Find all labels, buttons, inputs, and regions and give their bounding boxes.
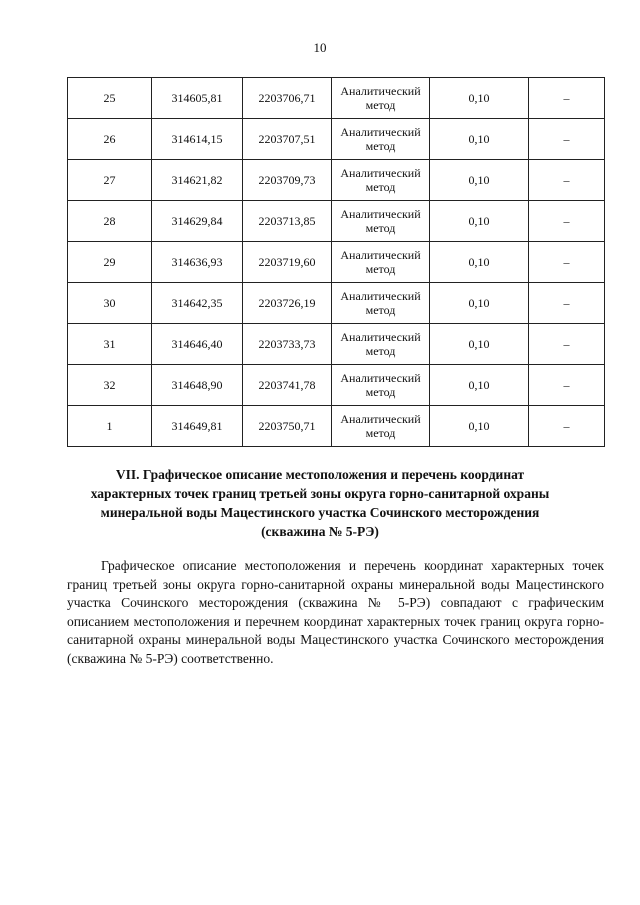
method-line1: Аналитический: [340, 248, 421, 262]
method-cell: [332, 365, 430, 406]
table-row: [68, 160, 605, 201]
table-row: [68, 242, 605, 283]
table-row: [68, 201, 605, 242]
point-number-cell: 32: [68, 365, 152, 406]
x-coordinate-cell: 314642,35: [152, 283, 243, 324]
method-cell: [332, 201, 430, 242]
method-cell: [332, 160, 430, 201]
method-cell: [332, 242, 430, 283]
error-cell: 0,10: [430, 201, 529, 242]
table-row: [68, 324, 605, 365]
y-coordinate-cell: 2203709,73: [243, 160, 332, 201]
error-cell: 0,10: [430, 324, 529, 365]
note-cell: –: [529, 201, 605, 242]
section-title-line3: минеральной воды Мацестинского участка Сочинского месторождения: [100, 505, 540, 520]
note-cell: –: [529, 324, 605, 365]
y-coordinate-cell: 2203750,71: [243, 406, 332, 447]
section-title-line4: (скважина № 5-РЭ): [261, 524, 379, 539]
table-row: [68, 406, 605, 447]
y-coordinate-cell: 2203719,60: [243, 242, 332, 283]
method-line1: Аналитический: [340, 207, 421, 221]
table-row: [68, 365, 605, 406]
section-title-line2: характерных точек границ третьей зоны округа горно-санитарной охраны: [90, 486, 550, 501]
note-cell: –: [529, 365, 605, 406]
method-line1: Аналитический: [340, 289, 421, 303]
method-line2: метод: [365, 180, 396, 194]
method-line2: метод: [365, 385, 396, 399]
method-line1: Аналитический: [340, 166, 421, 180]
point-number-cell: 1: [68, 406, 152, 447]
y-coordinate-cell: 2203726,19: [243, 283, 332, 324]
error-cell: 0,10: [430, 160, 529, 201]
method-cell: [332, 406, 430, 447]
y-coordinate-cell: 2203733,73: [243, 324, 332, 365]
table-row: [68, 78, 605, 119]
y-coordinate-cell: 2203741,78: [243, 365, 332, 406]
method-line2: метод: [365, 98, 396, 112]
method-cell: [332, 78, 430, 119]
point-number-cell: 28: [68, 201, 152, 242]
x-coordinate-cell: 314605,81: [152, 78, 243, 119]
point-number-cell: 29: [68, 242, 152, 283]
table-row: [68, 119, 605, 160]
y-coordinate-cell: 2203706,71: [243, 78, 332, 119]
x-coordinate-cell: 314614,15: [152, 119, 243, 160]
x-coordinate-cell: 314636,93: [152, 242, 243, 283]
method-line2: метод: [365, 426, 396, 440]
method-line1: Аналитический: [340, 330, 421, 344]
section-title-line1: VII. Графическое описание местоположения и перечень координат: [115, 467, 525, 482]
method-cell: [332, 283, 430, 324]
error-cell: 0,10: [430, 406, 529, 447]
point-number-cell: 27: [68, 160, 152, 201]
point-number-cell: 25: [68, 78, 152, 119]
method-cell: [332, 324, 430, 365]
method-line2: метод: [365, 221, 396, 235]
method-line2: метод: [365, 344, 396, 358]
method-line1: Аналитический: [340, 371, 421, 385]
error-cell: 0,10: [430, 78, 529, 119]
x-coordinate-cell: 314646,40: [152, 324, 243, 365]
page-number: 10: [313, 40, 327, 55]
section-title: [60, 465, 580, 541]
error-cell: 0,10: [430, 242, 529, 283]
note-cell: –: [529, 160, 605, 201]
note-cell: –: [529, 406, 605, 447]
note-cell: –: [529, 283, 605, 324]
method-line2: метод: [365, 303, 396, 317]
x-coordinate-cell: 314649,81: [152, 406, 243, 447]
method-line2: метод: [365, 262, 396, 276]
point-number-cell: 26: [68, 119, 152, 160]
method-cell: [332, 119, 430, 160]
note-cell: –: [529, 119, 605, 160]
coordinates-table: [67, 77, 605, 447]
method-line1: Аналитический: [340, 412, 421, 426]
error-cell: 0,10: [430, 365, 529, 406]
method-line1: Аналитический: [340, 84, 421, 98]
body-paragraph: Графическое описание местоположения и перечень координат характерных точек границ третьей зоны округа горно-санитарной охраны минеральной воды Мацестинского участка Сочинского месторождения (скважина № 5-РЭ) совпадают с графическим описанием местоположения и перечнем координат характерных точек границ округа горно-санитарной охраны минеральной воды Мацестинского участка Сочинского месторождения (скважина № 5-РЭ) соответственно.: [67, 558, 604, 666]
method-line1: Аналитический: [340, 125, 421, 139]
x-coordinate-cell: 314629,84: [152, 201, 243, 242]
point-number-cell: 31: [68, 324, 152, 365]
y-coordinate-cell: 2203707,51: [243, 119, 332, 160]
point-number-cell: 30: [68, 283, 152, 324]
x-coordinate-cell: 314621,82: [152, 160, 243, 201]
note-cell: –: [529, 242, 605, 283]
y-coordinate-cell: 2203713,85: [243, 201, 332, 242]
error-cell: 0,10: [430, 119, 529, 160]
error-cell: 0,10: [430, 283, 529, 324]
table-row: [68, 283, 605, 324]
method-line2: метод: [365, 139, 396, 153]
x-coordinate-cell: 314648,90: [152, 365, 243, 406]
note-cell: –: [529, 78, 605, 119]
